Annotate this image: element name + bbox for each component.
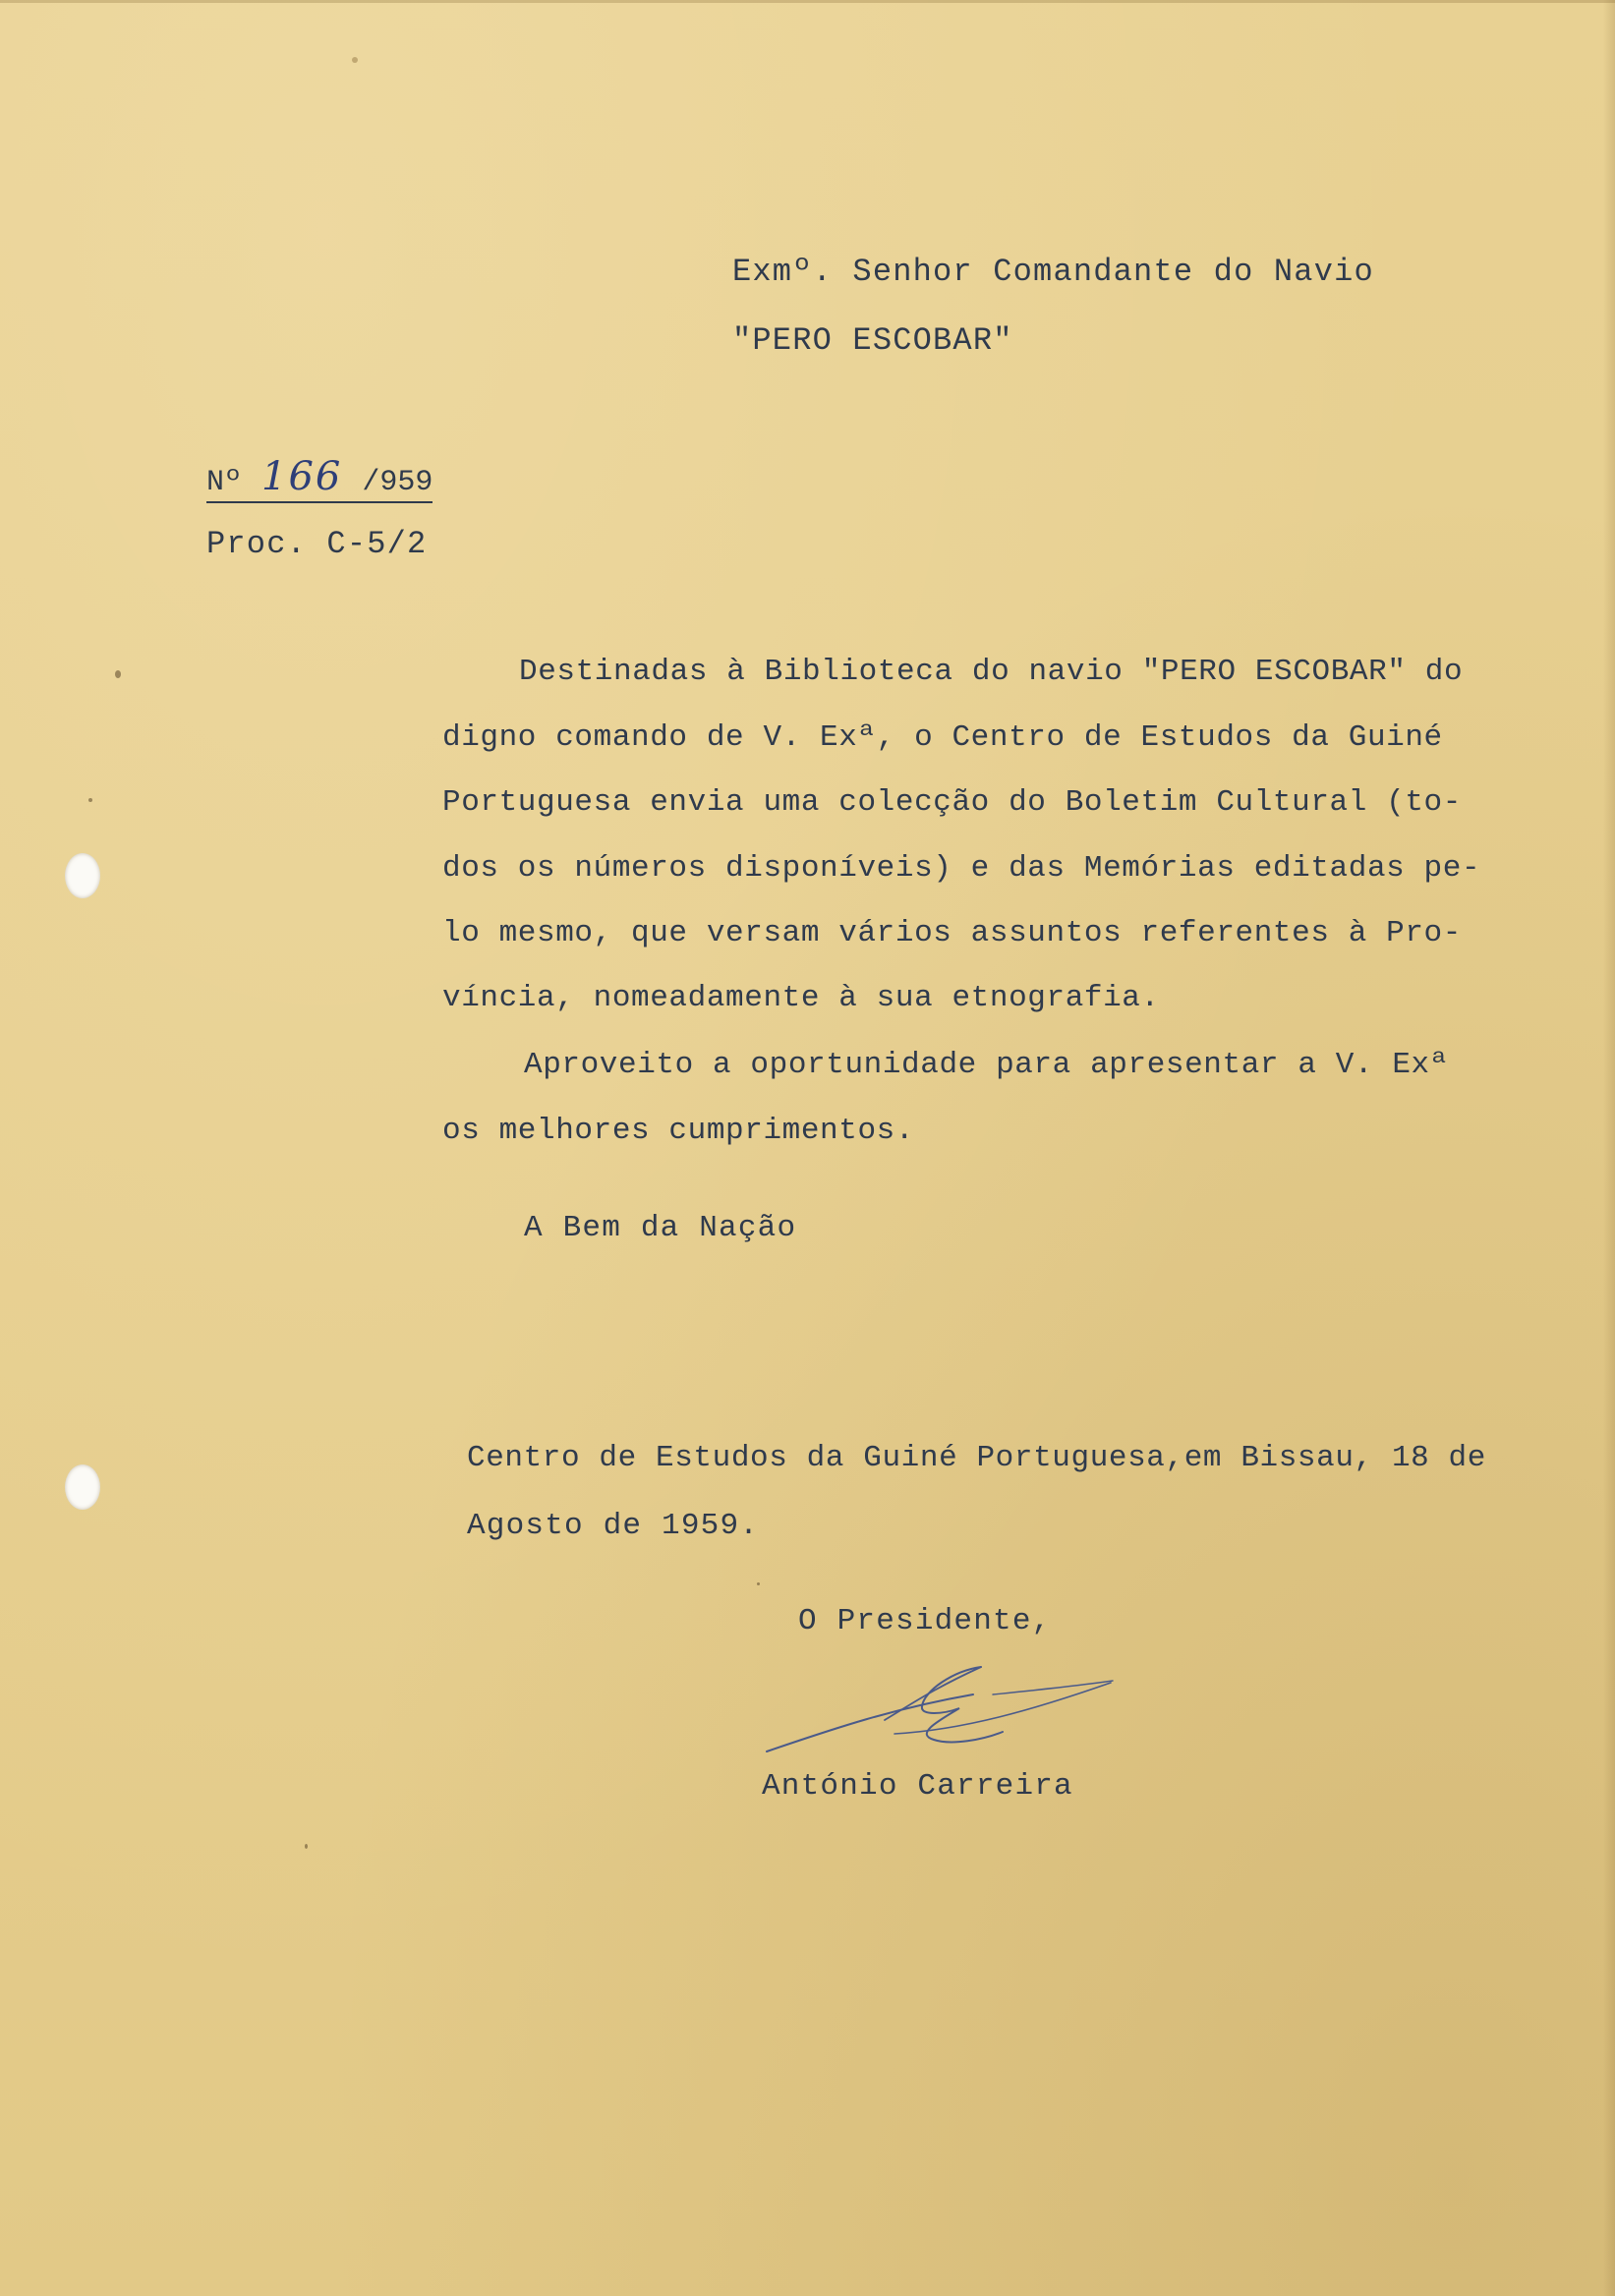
punch-hole-lower xyxy=(65,1464,100,1510)
body-line-3: Portuguesa envia uma colecção do Boletim Cultural (to- xyxy=(442,785,1462,820)
reference-year: /959 xyxy=(362,466,433,499)
body-line-6: víncia, nomeadamente à sua etnografia. xyxy=(442,981,1160,1015)
paper-speck xyxy=(305,1844,308,1849)
body-line-7: Aproveito a oportunidade para apresentar a V. Exª xyxy=(524,1048,1449,1082)
reference-number xyxy=(206,454,433,503)
paper-top-edge xyxy=(0,0,1615,3)
paper-speck xyxy=(352,57,358,63)
salutation: A Bem da Nação xyxy=(524,1211,797,1245)
addressee-line-2: "PERO ESCOBAR" xyxy=(732,322,1013,359)
punch-hole-upper xyxy=(65,853,100,898)
body-line-4: dos os números disponíveis) e das Memórias editadas pe- xyxy=(442,851,1481,886)
body-line-2: digno comando de V. Exª, o Centro de Estudos da Guiné xyxy=(442,720,1443,755)
handwritten-signature xyxy=(747,1651,1121,1759)
paper-speck xyxy=(757,1582,760,1585)
addressee-line-1: Exmº. Senhor Comandante do Navio xyxy=(732,254,1374,290)
body-line-1: Destinadas à Biblioteca do navio "PERO ESCOBAR" do xyxy=(519,655,1464,689)
reference-prefix: Nº xyxy=(206,466,243,499)
paper-speck xyxy=(115,670,121,678)
place-date-line-2: Agosto de 1959. xyxy=(467,1509,760,1543)
reference-handwritten-number: 166 xyxy=(261,454,343,499)
paper-speck xyxy=(88,798,92,802)
body-line-8: os melhores cumprimentos. xyxy=(442,1114,915,1148)
place-date-line-1: Centro de Estudos da Guiné Portuguesa,em Bissau, 18 de xyxy=(467,1441,1486,1475)
signatory-name: António Carreira xyxy=(762,1769,1073,1804)
paper-right-edge-shadow xyxy=(1603,0,1615,2296)
signatory-title: O Presidente, xyxy=(798,1604,1052,1638)
process-number: Proc. C-5/2 xyxy=(206,526,428,562)
body-line-5: lo mesmo, que versam vários assuntos referentes à Pro- xyxy=(442,916,1462,950)
